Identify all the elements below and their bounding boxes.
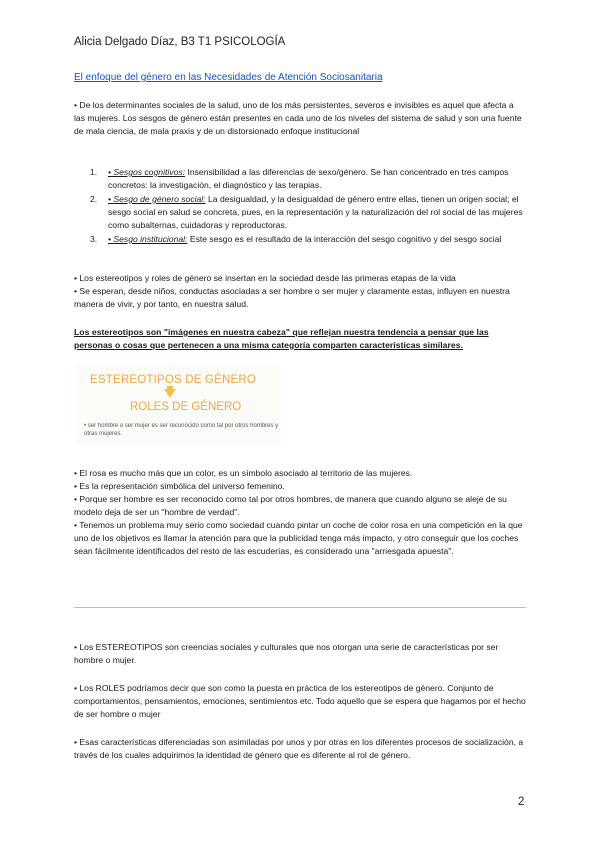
section-divider <box>74 607 526 608</box>
list-term: • Sesgo institucional: <box>108 234 188 244</box>
paragraph-line: • Se esperan, desde niños, conductas asociadas a ser hombre o ser mujer y claramente estas, influyen en nuestra manera de vivir, y por tanto, en nuestra salud. <box>74 286 510 309</box>
intro-text: • De los determinantes sociales de la salud, uno de los más persistentes, severos e invisibles es aquel que afecta a las mujeres. Los sesgos de género están presentes en cada uno de los niveles del sistema de salud y son una fuente de mala ciencia, de mala praxis y de un distorsionado enfoque institucional <box>74 100 522 136</box>
paragraph-line: • Los ROLES podríamos decir que son como la puesta en práctica de los estereotipos de género. Conjunto de comportamientos, pensamientos, emociones, sentimientos etc. Todo aquello que se espera que hagamos por el hecho de ser hombre o mujer <box>74 683 526 719</box>
list-number: 2. <box>90 194 98 204</box>
bias-list <box>74 166 526 247</box>
list-item <box>74 193 526 232</box>
page-header: Alicia Delgado Díaz, B3 T1 PSICOLOGÍA <box>74 36 286 48</box>
figure-title-roles: ROLES DE GÉNERO <box>130 401 242 413</box>
list-text: Este sesgo es el resultado de la interacción del sesgo cognitivo y del sesgo social <box>187 234 502 244</box>
roles-definition <box>74 682 526 721</box>
socialization-paragraph <box>74 736 526 762</box>
figure-caption: • ser hombre o ser mujer es ser reconocido como tal por otros hombres y otras mujeres. <box>84 423 279 437</box>
paragraph-line: • Los ESTEREOTIPOS son creencias sociales y culturales que nos otorgan una serie de características por ser hombre o mujer. <box>74 642 499 665</box>
paragraph-line: • Tenemos un problema muy serio como sociedad cuando pintar un coche de color rosa en una competición en la que uno de los objetivos es llamar la atención para que la publicidad tenga más impacto, y otro conseguir que los coches sean fácilmente identificados del resto de las escuderías, es considerado una "arriesgada apuesta". <box>74 520 523 556</box>
figure-title-stereotypes: ESTEREOTIPOS DE GÉNERO <box>90 374 257 386</box>
list-term: • Sesgos cognitivos: <box>108 167 186 177</box>
list-text: Insensibilidad a las diferencias de sexo/género. Se han concentrado en tres campos concretos: la investigación, el diagnóstico y las terapias. <box>108 167 509 190</box>
paragraph-line: • El rosa es mucho más que un color, es un símbolo asociado al territorio de las mujeres. <box>74 468 413 478</box>
paragraph-line: • Esas características diferenciadas son asimiladas por unos y por otras en los diferentes procesos de socialización, a través de los cuales adquirimos la identidad de género que es diferente al rol de género. <box>74 737 524 760</box>
paragraph-line: • Los estereotipos y roles de género se insertan en la sociedad desde las primeras etapas de la vida <box>74 273 456 283</box>
stereotypes-definition <box>74 641 526 667</box>
list-text: La desigualdad, y la desigualdad de género entre ellas, tienen un origen social; el sesgo social en salud se concreta, pues, en la representación y la naturalización del rol social de las mujeres como subalternas, cuidadoras y reproductoras. <box>108 194 523 230</box>
list-number: 1. <box>90 167 98 177</box>
stereotypes-intro <box>74 272 526 311</box>
definition-text: Los estereotipos son "imágenes en nuestra cabeza" que reflejan nuestra tendencia a pensar que las personas o cosas que pertenecen a una misma categoría comparten características similares. <box>74 327 489 350</box>
paragraph-line: • Es la representación simbólica del universo femenino. <box>74 481 285 491</box>
title-link[interactable]: El enfoque del género en las Necesidades de Atención Sociosanitaria <box>74 72 383 83</box>
definition-paragraph <box>74 326 526 352</box>
stereotypes-figure <box>76 364 281 446</box>
page-number: 2 <box>518 796 525 808</box>
paragraph-line: • Porque ser hombre es ser reconocido como tal por otros hombres, de manera que cuando alguno se aleje de su modelo deja de ser un "hombre de verdad". <box>74 494 507 517</box>
pink-symbol-paragraph <box>74 467 526 558</box>
list-term: • Sesgo de género social: <box>108 194 206 204</box>
arrow-down-icon <box>164 389 176 398</box>
list-item <box>74 166 526 192</box>
list-item <box>74 233 526 246</box>
intro-paragraph <box>74 99 526 138</box>
list-number: 3. <box>90 234 98 244</box>
